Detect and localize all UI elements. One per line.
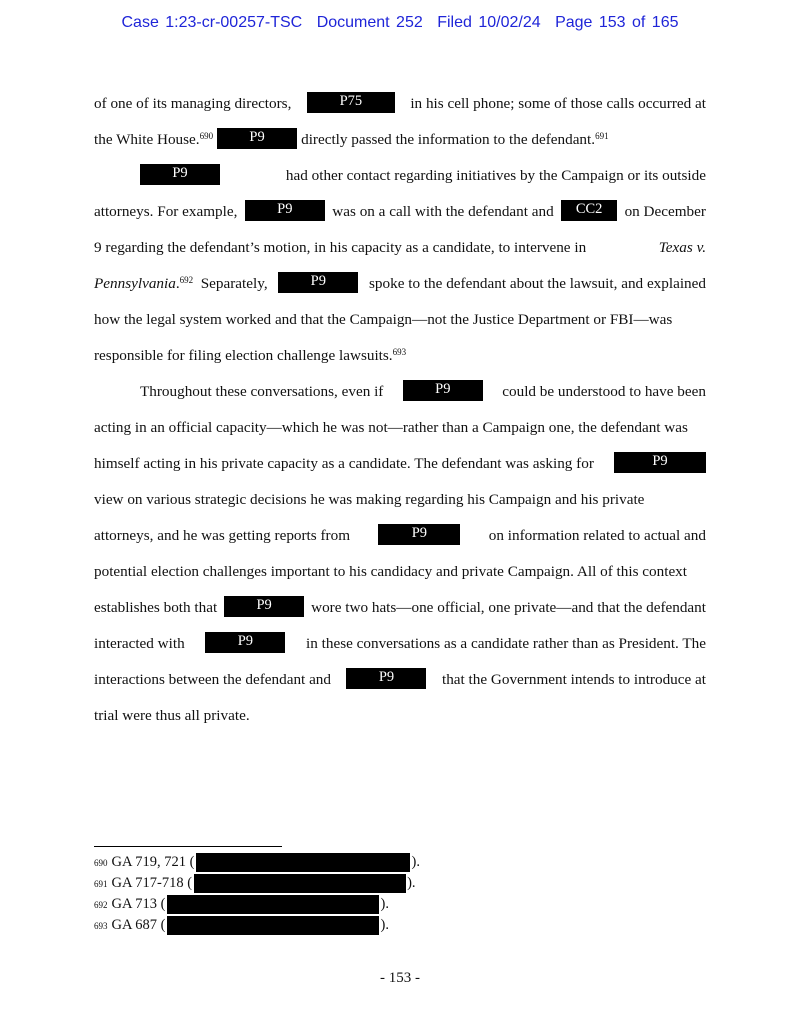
footnote-text: GA 719, 721 ( — [111, 854, 195, 870]
footnote-ref: 691 — [595, 131, 609, 141]
text-segment: attorneys, and he was getting reports from — [94, 527, 351, 544]
text-segment: wore two hats—one official, one private—and that the defendant — [311, 599, 706, 616]
footnote-end: ). — [380, 896, 389, 912]
text-line — [94, 626, 706, 662]
text-line — [94, 374, 706, 410]
text-segment: potential election challenges important to his candidacy and private Campaign. All of this context — [94, 563, 687, 580]
redaction-box: P9 — [403, 380, 483, 401]
redaction-box: P9 — [346, 668, 426, 689]
case-number: Case 1:23-cr-00257-TSC — [121, 14, 303, 31]
text-segment: Pennsylvania.$^{692}$ Separately, — [94, 275, 268, 292]
text-segment: how the legal system worked and that the Campaign—not the Justice Department or FBI—was — [94, 311, 673, 328]
text-segment: himself acting in his private capacity as a candidate. The defendant was asking for — [94, 455, 594, 472]
footnote: 692 GA 713 ( ). — [94, 894, 494, 915]
text-line — [94, 266, 706, 302]
text-segment: Throughout these conversations, even if — [140, 383, 384, 400]
footnote-ref: 693 — [392, 347, 407, 357]
redaction-box — [167, 916, 379, 935]
text-line — [94, 446, 706, 482]
text-line — [94, 158, 706, 194]
redaction-box — [194, 874, 406, 893]
redaction-box: P9 — [140, 164, 220, 185]
text-segment: 9 regarding the defendant’s motion, in his capacity as a candidate, to intervene in — [94, 239, 587, 256]
text-segment: could be understood to have been — [502, 383, 706, 400]
redaction-box: P9 — [278, 272, 358, 293]
text-segment: directly passed the information to the defendant.$^{691}$ — [301, 131, 609, 148]
filed-date: Filed 10/02/24 — [437, 14, 541, 31]
text-line — [94, 230, 706, 266]
footnote-end: ). — [407, 875, 416, 891]
footnote-end: ). — [411, 854, 420, 870]
text-line — [94, 338, 706, 374]
text-segment: in his cell phone; some of those calls occurred at — [410, 95, 706, 112]
text-line — [94, 698, 706, 734]
text-segment: of one of its managing directors, — [94, 95, 292, 112]
footnote: 693 GA 687 ( ). — [94, 915, 494, 936]
court-filing-header — [0, 14, 800, 32]
text-line — [94, 554, 706, 590]
text-segment: establishes both that — [94, 599, 218, 616]
page-count: Page 153 of 165 — [555, 14, 679, 31]
text-segment: in these conversations as a candidate rather than as President. The — [306, 635, 706, 652]
footnote-ref: 690 — [199, 131, 214, 141]
footnote-separator — [94, 846, 282, 847]
text-segment: spoke to the defendant about the lawsuit, and explained — [369, 275, 706, 292]
text-segment: interacted with — [94, 635, 185, 652]
text-segment: view on various strategic decisions he was making regarding his Campaign and his private — [94, 491, 645, 508]
redaction-box: CC2 — [561, 200, 617, 221]
redaction-box — [196, 853, 410, 872]
document-number: Document 252 — [316, 14, 423, 31]
redaction-box — [167, 895, 379, 914]
text-segment: interactions between the defendant and — [94, 671, 331, 688]
footnote-end: ). — [380, 917, 389, 933]
text-line — [94, 86, 706, 122]
footnotes — [94, 852, 494, 936]
redaction-box: P9 — [217, 128, 297, 149]
redaction-box: P75 — [307, 92, 395, 113]
text-segment: acting in an official capacity—which he was not—rather than a Campaign one, the defendant was — [94, 419, 688, 436]
text-segment: the White House.$^{690}$ — [94, 131, 214, 148]
footnote-ref: 692 — [179, 275, 194, 285]
text-line — [94, 482, 706, 518]
text-line — [94, 518, 706, 554]
text-segment: had other contact regarding initiatives by the Campaign or its outside — [285, 167, 706, 184]
text-segment: on information related to actual and — [488, 527, 706, 544]
case-name-italic: Texas v. — [658, 239, 706, 256]
document-body — [94, 86, 706, 734]
redaction-box: P9 — [245, 200, 325, 221]
text-segment: responsible for filing election challenge lawsuits.$^{693}$ — [94, 347, 407, 364]
text-line — [94, 410, 706, 446]
redaction-box: P9 — [205, 632, 285, 653]
redaction-box: P9 — [224, 596, 304, 617]
footnote-text: GA 687 ( — [111, 917, 166, 933]
text-line — [94, 590, 706, 626]
text-line — [94, 302, 706, 338]
footnote: 691 GA 717-718 ( ). — [94, 873, 494, 894]
footnote: 690 GA 719, 721 ( ). — [94, 852, 494, 873]
text-line — [94, 194, 706, 230]
text-segment: that the Government intends to introduce at — [441, 671, 706, 688]
text-segment: trial were thus all private. — [94, 707, 250, 724]
redaction-box: P9 — [378, 524, 460, 545]
footnote-text: GA 717-718 ( — [111, 875, 193, 891]
footnote-text: GA 713 ( — [111, 896, 166, 912]
text-line — [94, 662, 706, 698]
text-segment: attorneys. For example, — [94, 203, 238, 220]
text-segment: on December — [624, 203, 706, 220]
text-line — [94, 122, 706, 158]
page-number: - 153 - — [380, 970, 420, 986]
redaction-box: P9 — [614, 452, 706, 473]
text-segment: was on a call with the defendant and — [332, 203, 554, 220]
